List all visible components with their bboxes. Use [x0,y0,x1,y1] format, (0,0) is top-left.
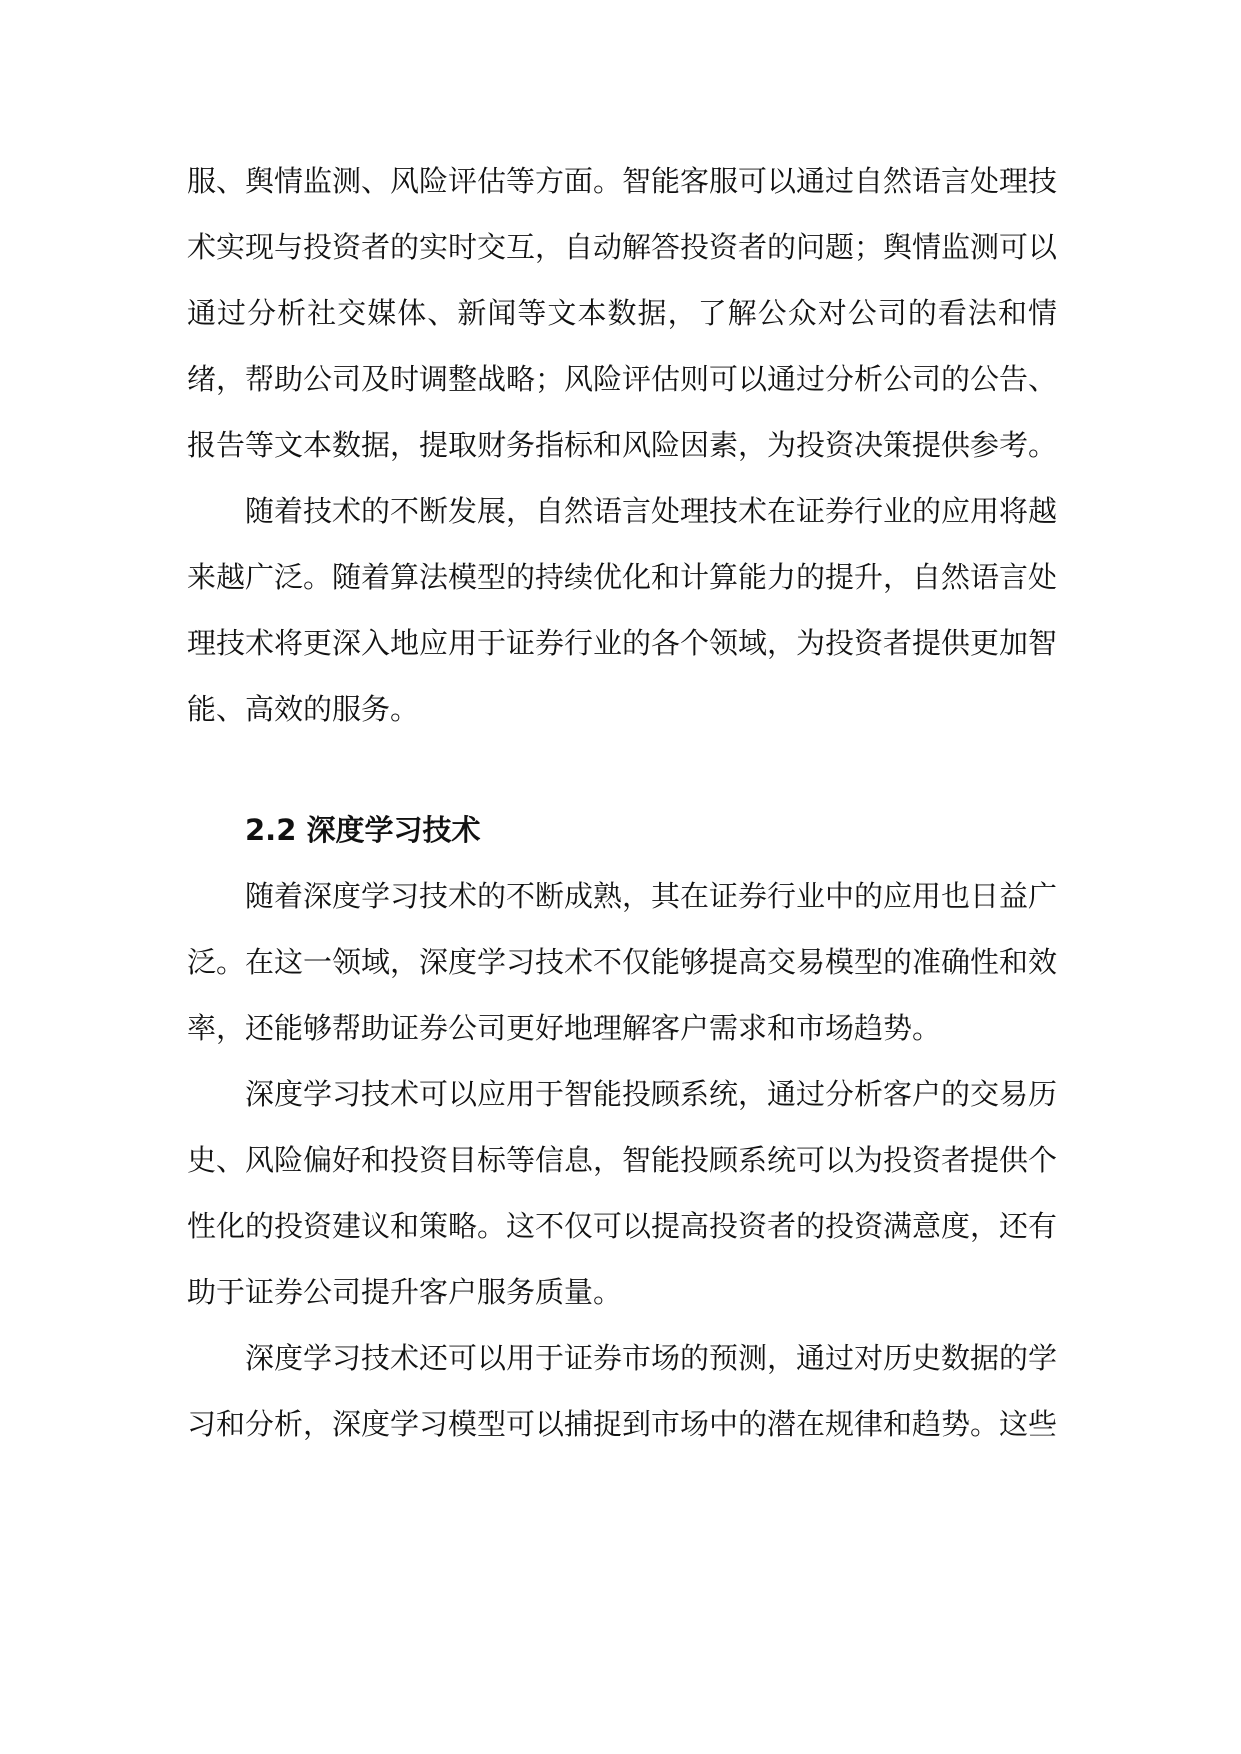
section-heading-deep-learning: 2.2 深度学习技术 [245,813,481,847]
paragraph-robo-advisor: 深度学习技术可以应用于智能投顾系统，通过分析客户的交易历史、风险偏好和投资目标等信息，智能投顾系统可以为投资者提供个性化的投资建议和策略。这不仅可以提高投资者的投资满意度，还有助于证券公司提升客户服务质量。 [187,1077,1058,1309]
paragraph-nlp-applications: 服、舆情监测、风险评估等方面。智能客服可以通过自然语言处理技术实现与投资者的实时交互，自动解答投资者的问题；舆情监测可以通过分析社交媒体、新闻等文本数据，了解公众对公司的看法和情绪，帮助公司及时调整战略；风险评估则可以通过分析公司的公告、报告等文本数据，提取财务指标和风险因素，为投资决策提供参考。 [187,164,1058,462]
paragraph-market-prediction: 深度学习技术还可以用于证券市场的预测，通过对历史数据的学习和分析，深度学习模型可以捕捉到市场中的潜在规律和趋势。这些 [187,1341,1058,1441]
paragraph-nlp-outlook: 随着技术的不断发展，自然语言处理技术在证券行业的应用将越来越广泛。随着算法模型的持续优化和计算能力的提升，自然语言处理技术将更深入地应用于证券行业的各个领域，为投资者提供更加智能、高效的服务。 [187,494,1058,726]
section-spacer [187,742,1057,797]
document-body [187,148,1057,1457]
paragraph-deep-learning-intro: 随着深度学习技术的不断成熟，其在证券行业中的应用也日益广泛。在这一领域，深度学习技术不仅能够提高交易模型的准确性和效率，还能够帮助证券公司更好地理解客户需求和市场趋势。 [187,879,1058,1045]
